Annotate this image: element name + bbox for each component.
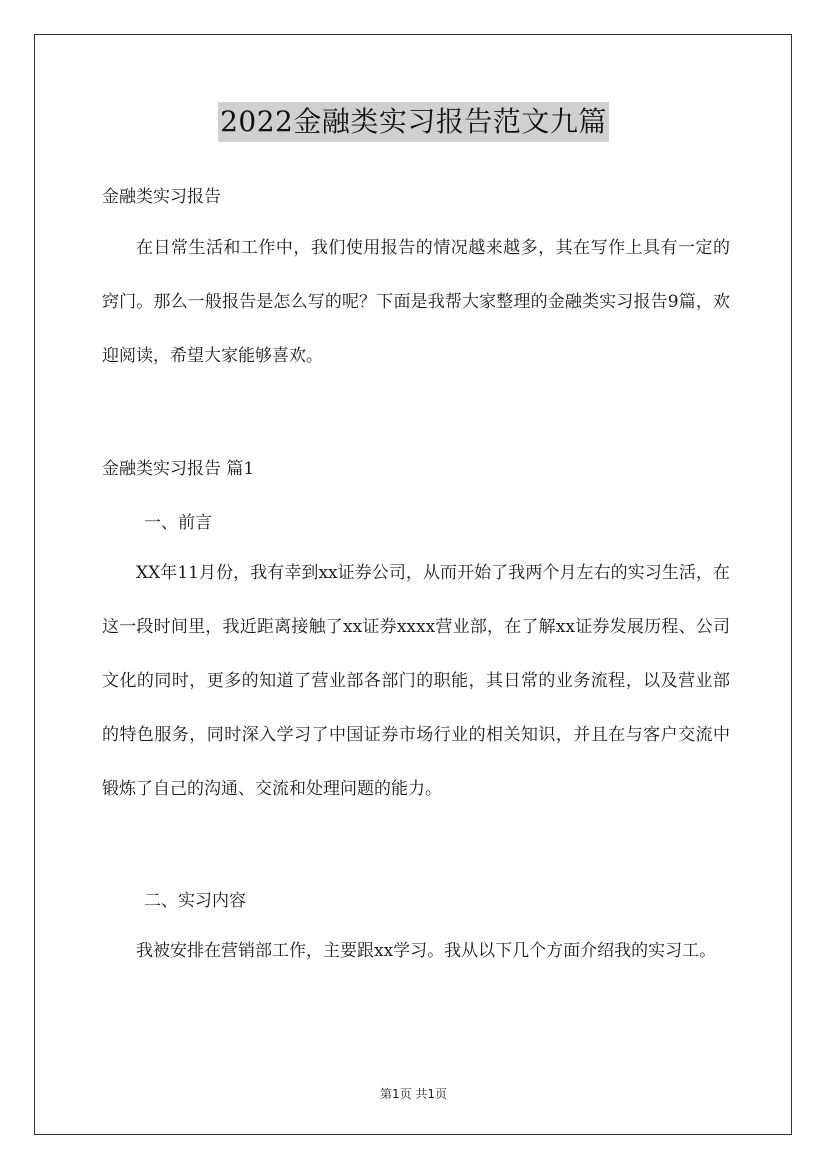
part2-paragraph: 我被安排在营销部工作，主要跟xx学习。我从以下几个方面介绍我的实习工。 <box>136 941 717 961</box>
title-container <box>0 102 827 142</box>
part1-paragraph: XX年11月份，我有幸到xx证券公司，从而开始了我两个月左右的实习生活，在这一段时间里，我近距离接触了xx证券xxxx营业部，在了解xx证券发展历程、公司文化的同时，更多的知道了营业部各部门的职能，其日常的业务流程，以及营业部的特色服务，同时深入学习了中国证券市场行业的相关知识，并且在与客户交流中锻炼了自己的沟通、交流和处理问题的能力。 <box>102 563 730 799</box>
section-heading: 金融类实习报告 篇1 <box>102 459 255 479</box>
document-title: 2022金融类实习报告范文九篇 <box>218 102 609 142</box>
part2-heading: 二、实习内容 <box>144 891 246 911</box>
intro-paragraph: 在日常生活和工作中，我们使用报告的情况越来越多，其在写作上具有一定的窍门。那么一般报告是怎么写的呢？下面是我帮大家整理的金融类实习报告9篇，欢迎阅读，希望大家能够喜欢。 <box>102 238 730 366</box>
part1-heading: 一、前言 <box>144 513 212 533</box>
document-subtitle: 金融类实习报告 <box>102 187 221 207</box>
page-footer: 第1页 共1页 <box>379 1087 448 1101</box>
